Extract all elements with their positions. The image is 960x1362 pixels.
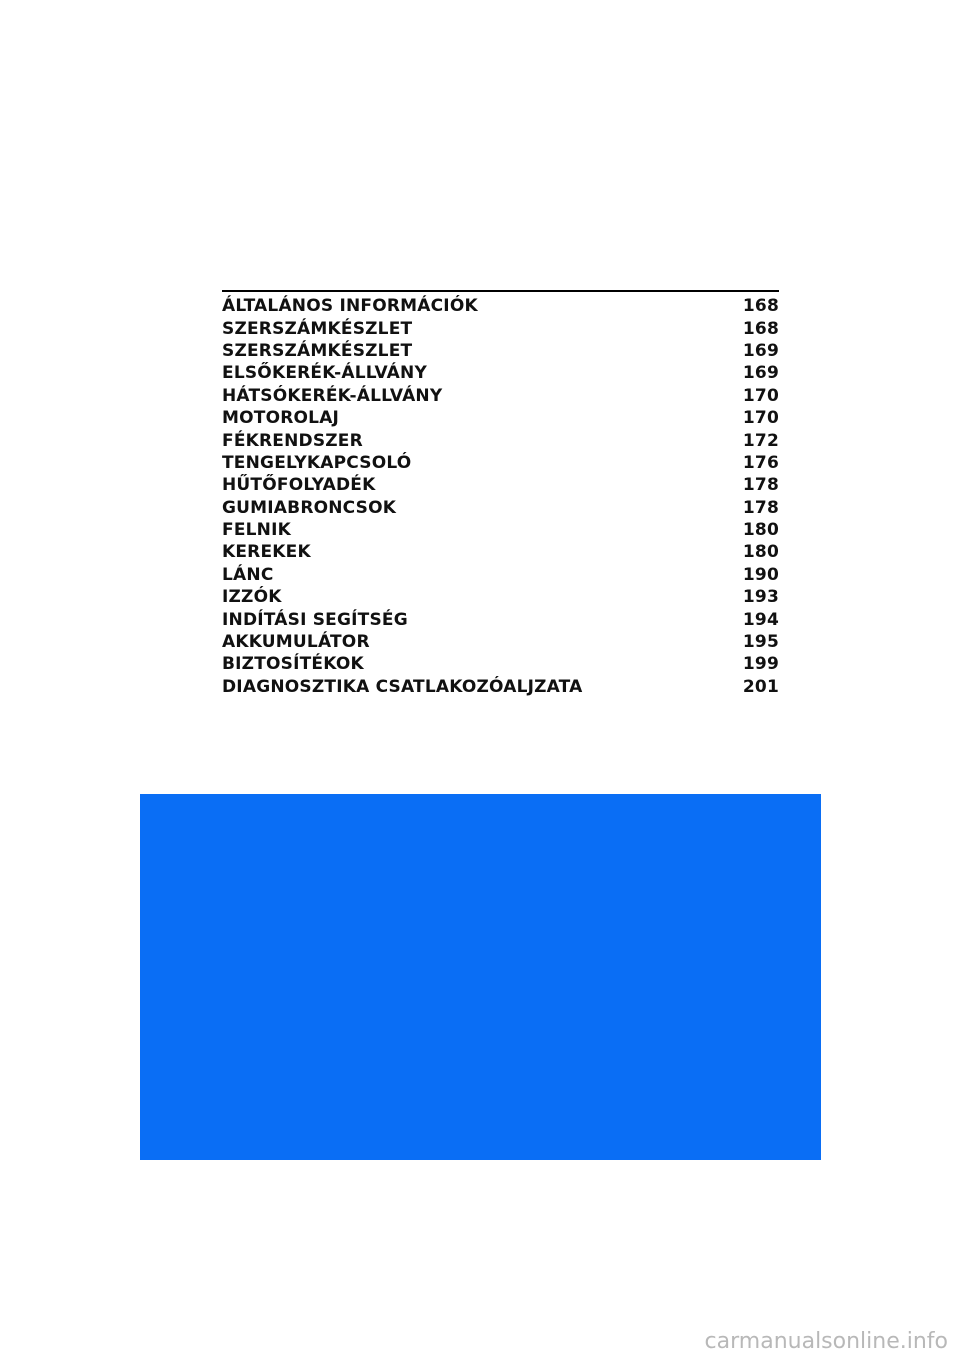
toc-entry[interactable] (222, 362, 779, 384)
toc-entry-page: 176 (742, 452, 779, 473)
toc-entry-page: 194 (742, 609, 779, 630)
toc-entry-title: DIAGNOSZTIKA CSATLAKOZÓALJZATA (222, 676, 583, 697)
toc-entry-page: 169 (742, 340, 779, 361)
toc-entry-page: 180 (742, 542, 779, 563)
toc-entry-page: 168 (742, 296, 779, 317)
toc-entry[interactable] (222, 586, 779, 608)
toc-entry-title: LÁNC (222, 564, 274, 585)
toc-entry-page: 190 (742, 564, 779, 585)
toc-entry-page: 201 (742, 676, 779, 697)
toc-entry-page: 170 (742, 408, 779, 429)
toc-entry-title: BIZTOSÍTÉKOK (222, 654, 364, 675)
toc-entry[interactable] (222, 564, 779, 586)
toc-entry-title: ÁLTALÁNOS INFORMÁCIÓK (222, 296, 478, 317)
toc-entry-page: 195 (742, 632, 779, 653)
toc-entry-title: ELSŐKERÉK-ÁLLVÁNY (222, 363, 427, 384)
toc-entry-page: 168 (742, 318, 779, 339)
toc-entry-title: FELNIK (222, 520, 291, 541)
toc-entry[interactable] (222, 295, 779, 317)
toc-entry-title: SZERSZÁMKÉSZLET (222, 340, 413, 361)
toc-entry-title: MOTOROLAJ (222, 408, 340, 429)
table-of-contents (222, 290, 779, 698)
toc-entry-title: HŰTŐFOLYADÉK (222, 475, 376, 496)
toc-entry-page: 169 (742, 363, 779, 384)
toc-entry[interactable] (222, 317, 779, 339)
toc-entry-title: INDÍTÁSI SEGÍTSÉG (222, 609, 408, 630)
toc-entry[interactable] (222, 452, 779, 474)
toc-entry-title: AKKUMULÁTOR (222, 632, 370, 653)
toc-entry[interactable] (222, 429, 779, 451)
toc-entry-page: 172 (742, 430, 779, 451)
toc-entry[interactable] (222, 497, 779, 519)
toc-entry-title: HÁTSÓKERÉK-ÁLLVÁNY (222, 385, 443, 406)
toc-entry[interactable] (222, 385, 779, 407)
toc-entry[interactable] (222, 676, 779, 698)
toc-entry-title: FÉKRENDSZER (222, 430, 363, 451)
toc-entry-title: SZERSZÁMKÉSZLET (222, 318, 413, 339)
toc-entry[interactable] (222, 608, 779, 630)
toc-entry-page: 178 (742, 497, 779, 518)
toc-entry[interactable] (222, 519, 779, 541)
toc-entry[interactable] (222, 407, 779, 429)
toc-entry[interactable] (222, 340, 779, 362)
toc-entry-page: 170 (742, 385, 779, 406)
toc-entry-page: 199 (742, 654, 779, 675)
toc-entry[interactable] (222, 653, 779, 675)
toc-entry-page: 178 (742, 475, 779, 496)
watermark: carmanualsonline.info (704, 1329, 948, 1354)
toc-entry-page: 180 (742, 520, 779, 541)
toc-entry-title: KEREKEK (222, 542, 311, 563)
toc-entry[interactable] (222, 631, 779, 653)
toc-entry[interactable] (222, 541, 779, 563)
toc-entry-page: 193 (742, 587, 779, 608)
chapter-color-block (140, 794, 821, 1160)
toc-entry-title: GUMIABRONCSOK (222, 497, 397, 518)
toc-entry[interactable] (222, 474, 779, 496)
toc-entry-title: TENGELYKAPCSOLÓ (222, 452, 412, 473)
toc-entry-title: IZZÓK (222, 587, 282, 608)
